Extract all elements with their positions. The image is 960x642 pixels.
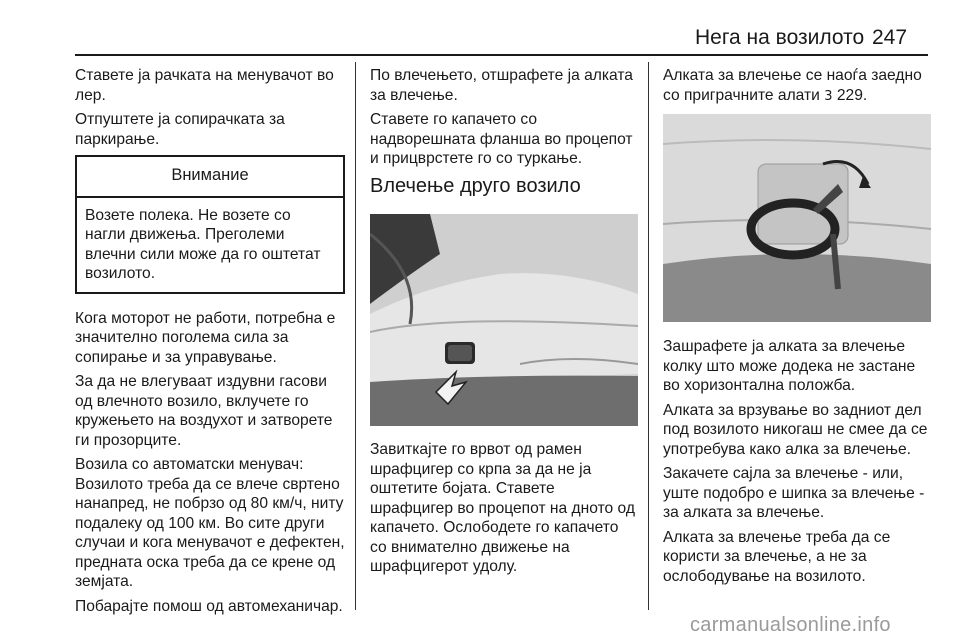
paragraph: Ставете го капачето со надворешната фланша во процепот и прицврстете го со туркање. bbox=[370, 111, 633, 167]
paragraph: Возила со автоматски менувач: Возилото треба да се влече свртено нанапред, не побрзо од 80 км/ч, ниту подалеку од 100 км. Во сите други случаи и кога менувачот е дефектен, предната оска треба да се крене од земјата. bbox=[75, 456, 345, 590]
column-2 bbox=[370, 66, 638, 582]
warning-body: Возете полека. Не возете со нагли движења. Преголеми влечни сили може да го оштетат возилото. bbox=[85, 206, 321, 282]
section-heading: Влечење друго возило bbox=[370, 174, 581, 197]
paragraph: Алката за врзување во задниот дел под возилото никогаш не смее да се употребува како алка за влечење. bbox=[663, 401, 928, 458]
paragraph: Отпуштете ја сопирачката за паркирање. bbox=[75, 111, 285, 148]
page-reference-arrow-icon: 3 bbox=[824, 88, 833, 104]
page-number: 247 bbox=[872, 26, 908, 49]
page-header-title: Нега на возилото bbox=[695, 26, 865, 49]
column-divider-1 bbox=[355, 62, 356, 610]
column-3 bbox=[663, 66, 933, 591]
paragraph: За да не влегуваат издувни гасови од влечното возило, вклучете го кружењето на воздухот и затворете ги прозорците. bbox=[75, 373, 333, 449]
paragraph: Ставете ја рачката на менувачот во лер. bbox=[75, 67, 334, 104]
warning-box bbox=[75, 155, 345, 294]
paragraph-with-reference bbox=[663, 66, 933, 106]
paragraph: Закачете сајла за влечење - или, уште подобро е шипка за влечење - за алката за влечење. bbox=[663, 465, 925, 521]
watermark: carmanualsonline.info bbox=[690, 614, 891, 636]
paragraph: Завиткајте го врвот од рамен шрафцигер со крпа за да не ја оштетите бојата. Ставете шрафцигер во процепот на дното од капачето. Ослободете го капачето со внимателно движење на шрафцигерот удолу. bbox=[370, 441, 635, 575]
paragraph: Алката за влечење треба да се користи за влечење, а не за ослободување на возилото. bbox=[663, 528, 891, 585]
paragraph: Побарајте помош од автомеханичар. bbox=[75, 597, 343, 615]
column-1 bbox=[75, 66, 345, 621]
page-reference: 229. bbox=[836, 86, 868, 104]
warning-title: Внимание bbox=[77, 157, 343, 198]
paragraph: По влечењето, отшрафете ја алката за влечење. bbox=[370, 67, 633, 104]
paragraph: Зашрафете ја алката за влечење колку што може додека не застане во хоризонтална положба. bbox=[663, 338, 916, 394]
column-divider-2 bbox=[648, 62, 649, 610]
paragraph-text: Алката за влечење се наоѓа заедно со приграчните алати bbox=[663, 67, 922, 104]
paragraph: Кога моторот не работи, потребна е значително поголема сила за сопирање и за управување. bbox=[75, 309, 336, 366]
towing-eye-illustration bbox=[663, 114, 931, 322]
rear-bumper-cover-illustration bbox=[370, 214, 638, 426]
header-rule bbox=[75, 54, 928, 56]
